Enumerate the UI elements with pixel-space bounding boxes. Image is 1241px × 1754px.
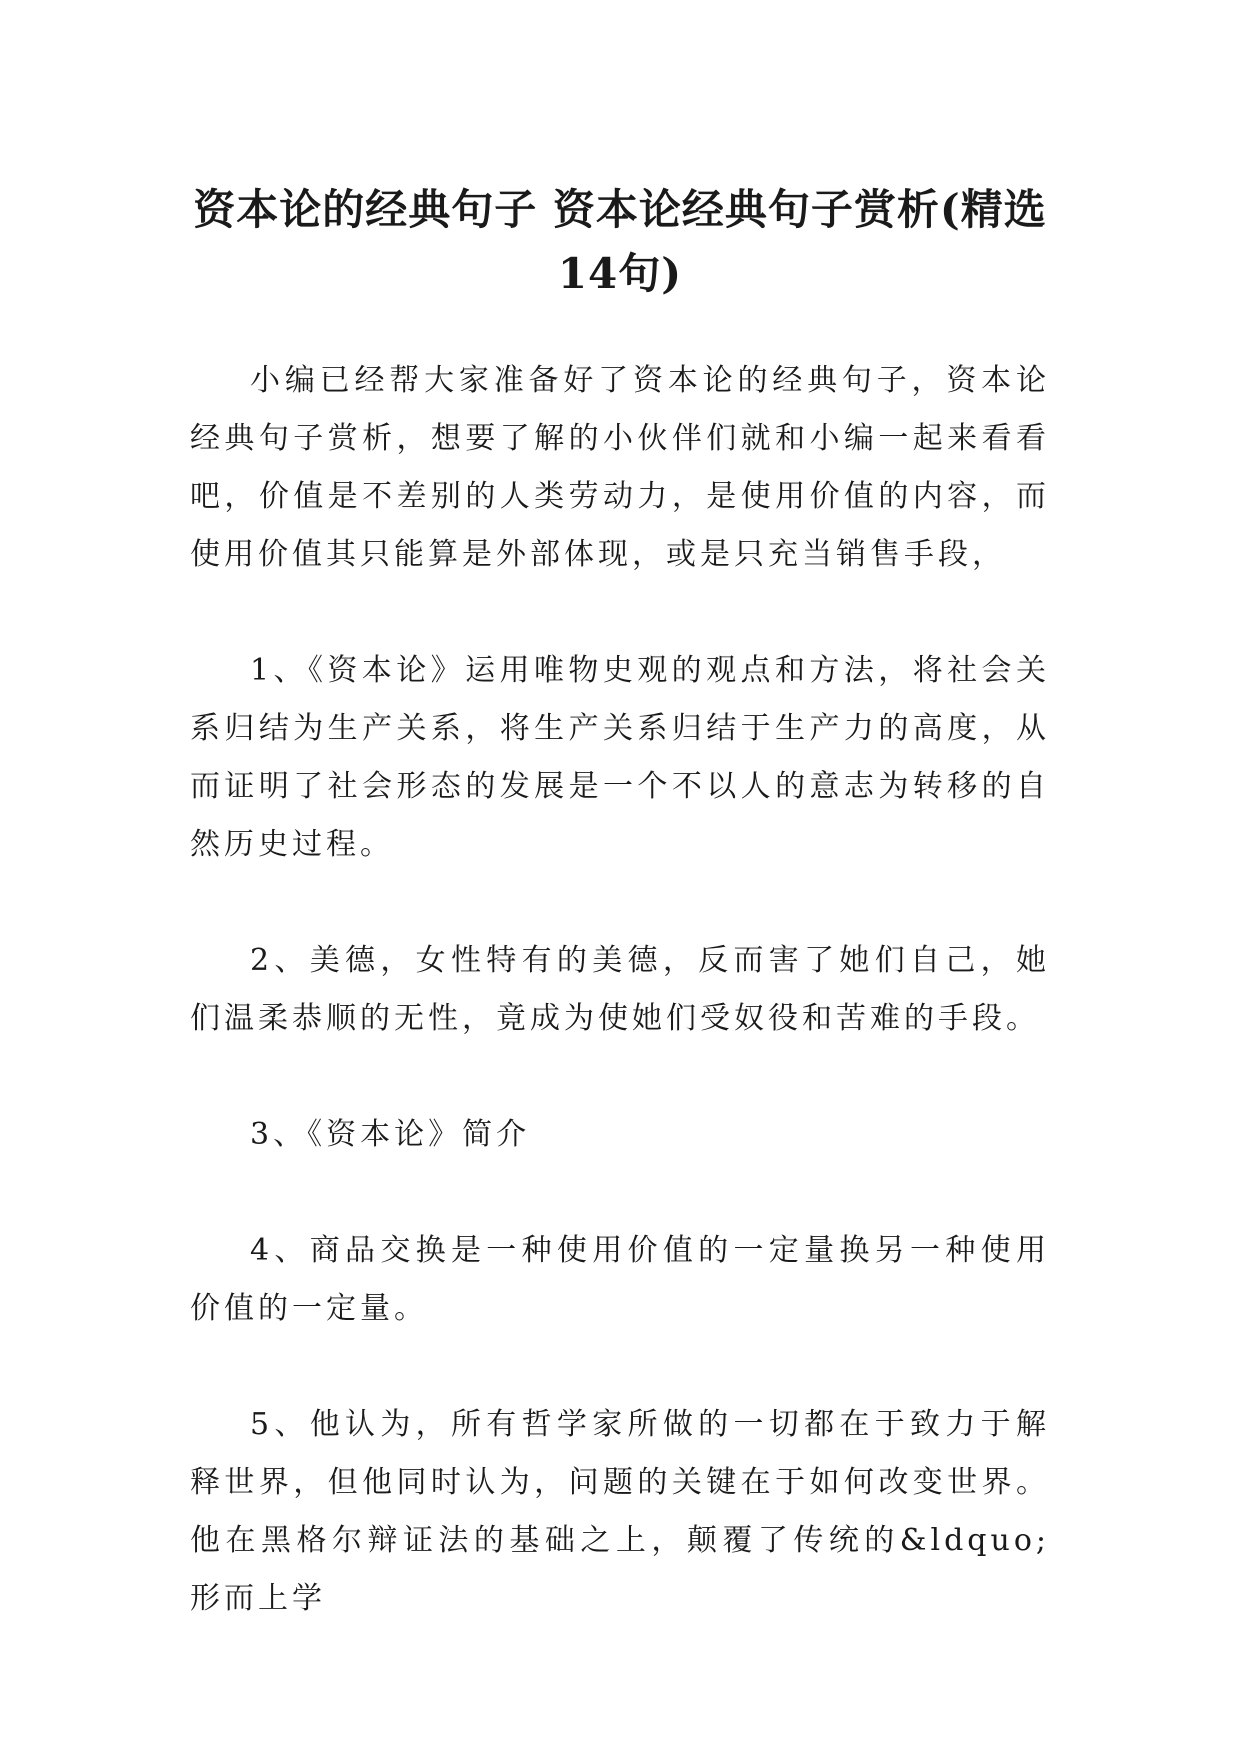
quote-paragraph-2: 2、美德，女性特有的美德，反而害了她们自己，她们温柔恭顺的无性，竟成为使她们受奴役和苦难的手段。 bbox=[190, 943, 1050, 1036]
intro-paragraph: 小编已经帮大家准备好了资本论的经典句子，资本论经典句子赏析，想要了解的小伙伴们就和小编一起来看看吧，价值是不差别的人类劳动力，是使用价值的内容，而使用价值其只能算是外部体现，或是只充当销售手段， bbox=[190, 363, 1050, 572]
quote-paragraph-3: 3、《资本论》简介 bbox=[250, 1117, 531, 1152]
quote-paragraph-1: 1、《资本论》运用唯物史观的观点和方法，将社会关系归结为生产关系，将生产关系归结于生产力的高度，从而证明了社会形态的发展是一个不以人的意志为转移的自然历史过程。 bbox=[190, 653, 1050, 862]
document-body bbox=[190, 352, 1050, 1686]
quote-paragraph-5: 5、他认为，所有哲学家所做的一切都在于致力于解释世界，但他同时认为，问题的关键在于如何改变世界。他在黑格尔辩证法的基础之上，颠覆了传统的&ldquo;形而上学 bbox=[190, 1407, 1050, 1616]
document-title: 资本论的经典句子 资本论经典句子赏析(精选14句) bbox=[193, 185, 1047, 299]
quote-paragraph-4: 4、商品交换是一种使用价值的一定量换另一种使用价值的一定量。 bbox=[190, 1233, 1050, 1326]
